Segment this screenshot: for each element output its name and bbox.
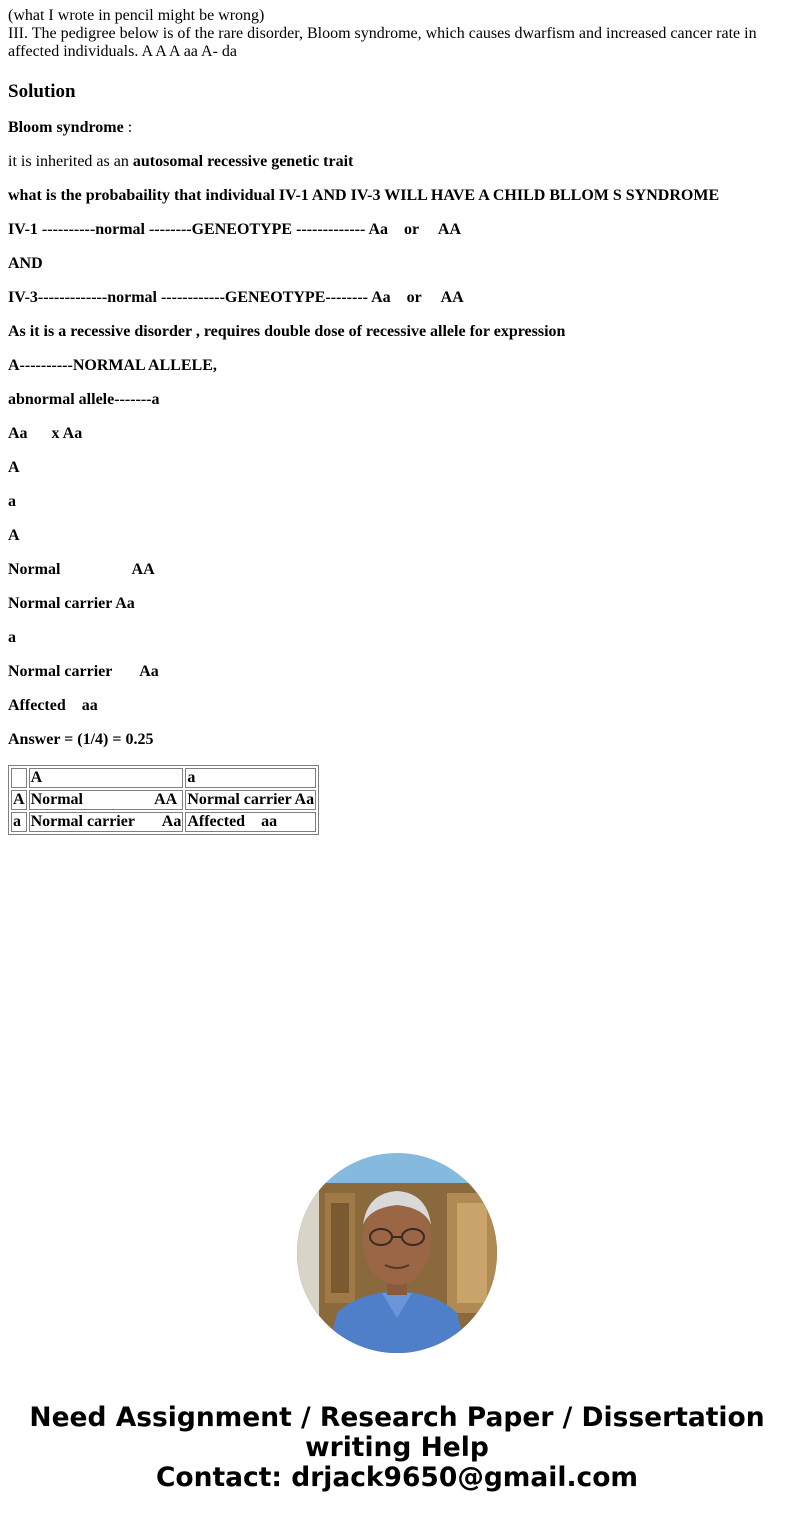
table-header-row xyxy=(11,768,316,788)
tutor-avatar xyxy=(297,1153,497,1353)
punnett-text-line xyxy=(8,697,786,715)
iv1-genotype-line xyxy=(8,221,786,239)
question-text: III. The pedigree below is of the rare disorder, Bloom syndrome, which causes dwarfism and increased cancer rate in affected individuals. A A A aa A- da xyxy=(8,25,757,60)
punnett-text: a xyxy=(8,493,16,510)
table-row xyxy=(11,812,316,832)
inheritance-prefix: it is inherited as an xyxy=(8,153,133,170)
table-corner-cell xyxy=(11,768,27,788)
syndrome-colon: : xyxy=(123,119,133,136)
table-cell: Affected aa xyxy=(185,812,316,832)
punnett-text-line xyxy=(8,459,786,477)
punnett-text: Normal AA xyxy=(8,561,155,578)
syndrome-line xyxy=(8,119,786,137)
punnett-text: a xyxy=(8,629,16,646)
table-row xyxy=(11,790,316,810)
punnett-text-line xyxy=(8,493,786,511)
table-col-header: a xyxy=(185,768,316,788)
answer-text: Answer = (1/4) = 0.25 xyxy=(8,731,154,748)
and-text: AND xyxy=(8,255,43,272)
solution-heading: Solution xyxy=(8,81,76,102)
punnett-text: Normal carrier Aa xyxy=(8,663,159,680)
table-row-header: A xyxy=(13,791,25,808)
normal-allele-text: A----------NORMAL ALLELE, xyxy=(8,357,217,374)
iv3-genotype-line xyxy=(8,289,786,307)
tutor-photo xyxy=(297,1153,497,1353)
punnett-text-line xyxy=(8,561,786,579)
promo-line-1: Need Assignment / Research Paper / Dissertation xyxy=(29,1402,765,1433)
question-note: (what I wrote in pencil might be wrong) xyxy=(8,7,265,24)
punnett-text: A xyxy=(8,527,20,544)
punnett-text: Affected aa xyxy=(8,697,98,714)
abnormal-allele-text: abnormal allele-------a xyxy=(8,391,160,408)
punnett-text: A xyxy=(8,459,20,476)
cross-line xyxy=(8,425,786,443)
and-line xyxy=(8,255,786,273)
punnett-square-table xyxy=(8,765,319,835)
probability-question xyxy=(8,187,786,205)
iv1-label: IV-1 xyxy=(8,221,42,238)
recessive-line xyxy=(8,323,786,341)
answer-line xyxy=(8,731,786,749)
punnett-text: Normal carrier Aa xyxy=(8,595,135,612)
table-cell: Normal AA xyxy=(29,790,184,810)
table-cell: Normal carrier Aa xyxy=(30,813,182,830)
cross-text: Aa x Aa xyxy=(8,425,83,442)
iv1-genotype: ----------normal --------GENEOTYPE ------------- Aa or AA xyxy=(41,221,462,238)
punnett-text-line xyxy=(8,527,786,545)
syndrome-label: Bloom syndrome xyxy=(8,119,124,136)
recessive-text: As it is a recessive disorder , requires double dose of recessive allele for expression xyxy=(8,323,566,340)
punnett-text-line xyxy=(8,663,786,681)
inheritance-line xyxy=(8,153,786,171)
promo-contact: Contact: drjack9650@gmail.com xyxy=(155,1462,639,1493)
table-col-header: A xyxy=(29,768,184,788)
inheritance-mode: autosomal recessive genetic trait xyxy=(132,153,354,170)
table-cell: Normal carrier Aa xyxy=(187,791,315,808)
punnett-text-line xyxy=(8,629,786,647)
abnormal-allele-line xyxy=(8,391,786,409)
iv3-genotype: IV-3-------------normal ------------GENEOTYPE-------- Aa or AA xyxy=(8,289,464,306)
probability-question-text: what is the probabaility that individual IV-1 AND IV-3 WILL HAVE A CHILD BLLOM S SYNDROME xyxy=(8,187,720,204)
promo-line-2: writing Help xyxy=(305,1432,489,1463)
punnett-text-line xyxy=(8,595,786,613)
solution-document xyxy=(8,7,786,835)
promo-banner xyxy=(0,1403,794,1493)
table-row-header: a xyxy=(11,812,27,832)
normal-allele-line xyxy=(8,357,786,375)
